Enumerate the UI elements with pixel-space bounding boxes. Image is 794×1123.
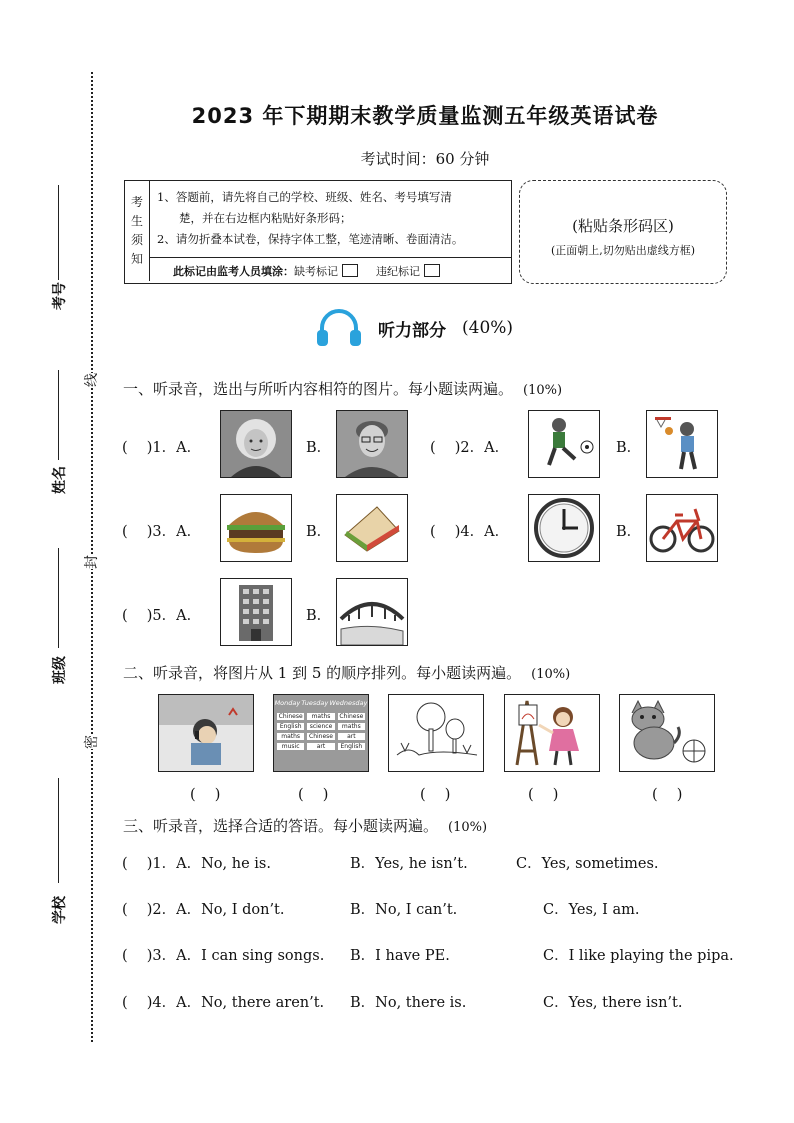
s2-answer-paren-2[interactable]: ( ) [298,787,329,803]
s1-q5-label: ( )5．A． [122,608,202,624]
s1-q2-label: ( )2．A． [430,440,510,456]
s3-q2-option-b: B．No, I can’t. [350,902,458,918]
s2-answer-paren-5[interactable]: ( ) [652,787,683,803]
s3-q3-option-a: ( )3．A．I can sing songs. [122,948,325,964]
s3-q3-option-b: B．I have PE. [350,948,450,964]
s1-q2-b-basketball-picture [646,410,718,478]
s3-q1-option-c: C．Yes, sometimes. [516,856,659,872]
s1-q1-b-man-glasses-picture [336,410,408,478]
s2-pic-timetable [273,694,369,772]
listening-header [314,308,513,348]
s1-q4-b-bike-picture [646,494,718,562]
s1-q4-a-clock-picture [528,494,600,562]
s2-answer-paren-3[interactable]: ( ) [420,787,451,803]
s1-q2-a-football-picture [528,410,600,478]
s3-q1-option-a: ( )1．A．No, he is. [122,856,271,872]
barcode-area: (粘贴条形码区) (正面朝上,切勿贴出虚线方框) [519,180,727,284]
s1-q5-a-building-picture [220,578,292,646]
s2-pic-boy-on-phone [158,694,254,772]
proctor-mark-row: 此标记由监考人员填涂： 缺考标记 违纪标记 [149,257,511,283]
s3-q4-option-b: B．No, there is. [350,995,467,1011]
class-label: 班级 [52,656,68,684]
s1-q3-a-hamburger-picture [220,494,292,562]
s1-q3-b-sandwich-picture [336,494,408,562]
school-label: 学校 [52,896,68,924]
seal-word-line: 线 [79,373,103,387]
s1-q1-a-old-woman-picture [220,410,292,478]
name-label: 姓名 [52,466,68,494]
candidate-notice-box [124,180,512,284]
timetable: Monday Tuesday Wednesday Chinese maths Chinese English science maths maths Chinese art music art English [274,695,368,771]
s3-q1-option-b: B．Yes, he isn’t. [350,856,468,872]
s2-answer-paren-4[interactable]: ( ) [528,787,559,803]
name-line [58,370,59,460]
seal-word-secret: 密 [79,735,103,749]
exam-number-label: 考号 [52,282,68,310]
s1-q1-label: ( )1．A． [122,440,202,456]
absent-checkbox[interactable] [342,264,358,277]
violation-checkbox[interactable] [424,264,440,277]
notice-text: 1、答题前，请先将自己的学校、班级、姓名、考号填写清 楚，并在右边框内粘贴好条形码； 2、请勿折叠本试卷，保持字体工整，笔迹清晰、卷面清洁。 [157,190,464,246]
s2-pic-girl-painting [504,694,600,772]
section1-title: 一、听录音，选出与所听内容相符的图片。每小题读两遍。 (10%) [123,380,563,398]
s3-q2-option-a: ( )2．A．No, I don’t. [122,902,285,918]
notice-side-label: 考 生 须 知 [125,181,150,281]
exam-time: 考试时间：60 分钟 [360,150,490,168]
s1-q5-b-bridge-picture [336,578,408,646]
s3-q2-option-c: C．Yes, I am. [543,902,640,918]
listening-title: 听力部分 [378,320,446,341]
s3-q4-option-c: C．Yes, there isn’t. [543,995,683,1011]
headphones-icon [314,308,364,348]
section2-title: 二、听录音，将图片从 1 到 5 的顺序排列。每小题读两遍。 (10%) [123,664,571,682]
s2-pic-park-trees [388,694,484,772]
class-line [58,548,59,648]
seal-word-seal: 封 [79,555,103,569]
listening-points: (40%) [462,318,514,338]
s2-answer-paren-1[interactable]: ( ) [190,787,221,803]
exam-number-line [58,185,59,280]
page-title: 2023 年下期期末教学质量监测五年级英语试卷 [191,104,659,128]
section3-title: 三、听录音，选择合适的答语。每小题读两遍。 (10%) [123,817,488,835]
s3-q3-option-c: C．I like playing the pipa. [543,948,734,964]
s1-q3-label: ( )3．A． [122,524,202,540]
s3-q4-option-a: ( )4．A．No, there aren’t. [122,995,325,1011]
s2-pic-dog-ball [619,694,715,772]
school-line [58,778,59,883]
s1-q4-label: ( )4．A． [430,524,510,540]
